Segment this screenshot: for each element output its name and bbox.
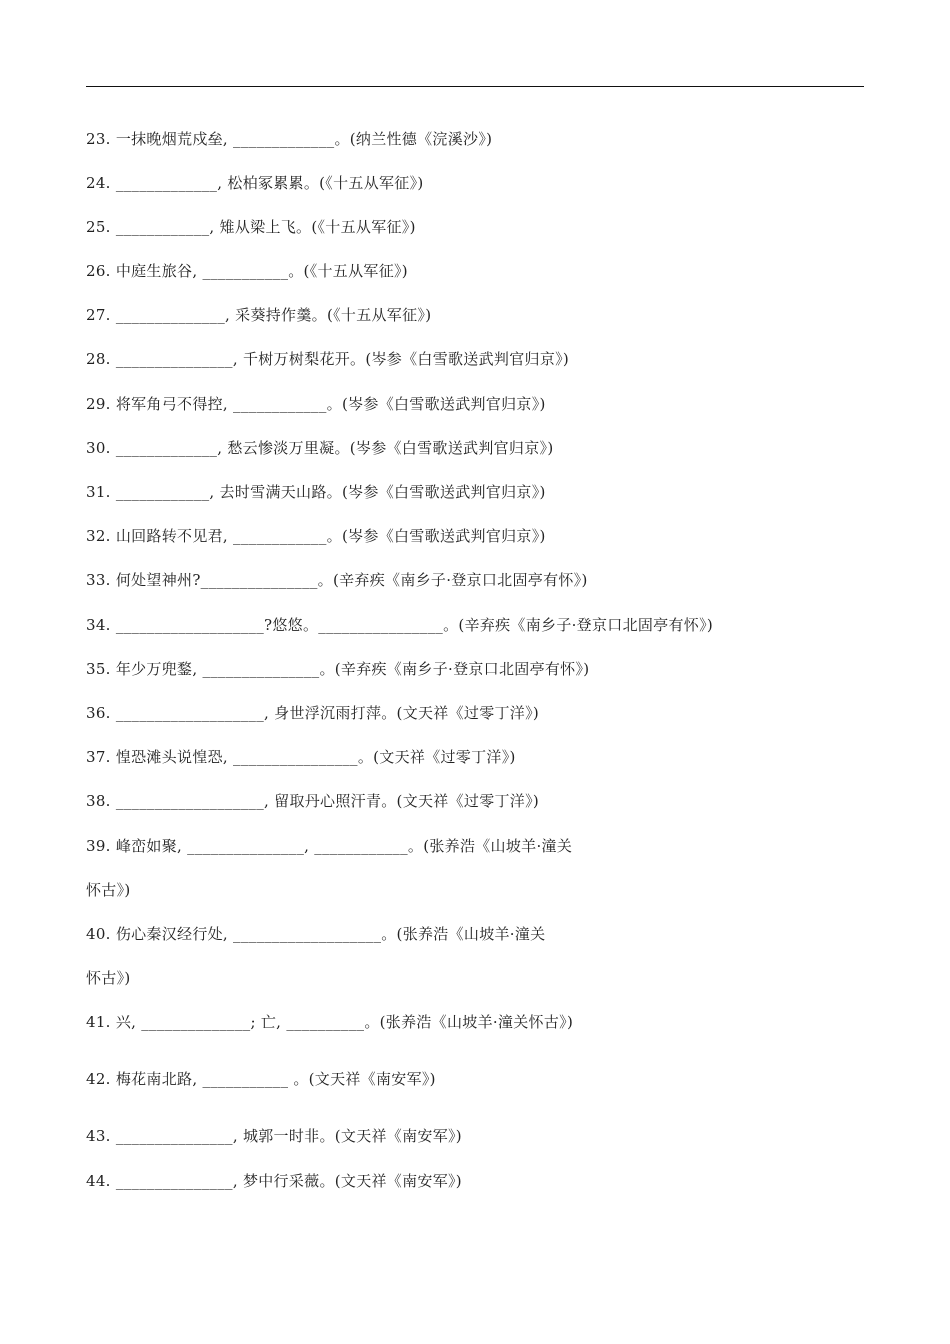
question-line-43: 43. _______________, 城郭一时非。(文天祥《南安军》) <box>86 1127 462 1145</box>
question-line-25: 25. ____________, 雉从梁上飞。(《十五从军征》) <box>86 218 416 236</box>
question-line-36: 36. ___________________, 身世浮沉雨打萍。(文天祥《过零丁洋》) <box>86 704 540 722</box>
question-line-30: 30. _____________, 愁云惨淡万里凝。(岑参《白雪歌送武判官归京》) <box>86 439 554 457</box>
question-line-40-cont: 怀古》) <box>86 969 131 987</box>
question-line-34: 34. ___________________?悠悠。________________。(辛弃疾《南乡子·登京口北固亭有怀》) <box>86 616 714 634</box>
question-line-27: 27. ______________, 采葵持作羹。(《十五从军征》) <box>86 306 432 324</box>
question-line-23: 23. 一抹晚烟荒戍垒, _____________。(纳兰性德《浣溪沙》) <box>86 130 493 148</box>
question-line-35: 35. 年少万兜鍪, _______________。(辛弃疾《南乡子·登京口北固亭有怀》) <box>86 660 590 678</box>
question-line-32: 32. 山回路转不见君, ____________。(岑参《白雪歌送武判官归京》) <box>86 527 546 545</box>
question-line-37: 37. 惶恐滩头说惶恐, ________________。(文天祥《过零丁洋》) <box>86 748 516 766</box>
question-line-40: 40. 伤心秦汉经行处, ___________________。(张养浩《山坡羊·潼关 <box>86 925 546 943</box>
question-line-31: 31. ____________, 去时雪满天山路。(岑参《白雪歌送武判官归京》) <box>86 483 546 501</box>
question-line-39-cont: 怀古》) <box>86 881 131 899</box>
question-line-42: 42. 梅花南北路, ___________ 。(文天祥《南安军》) <box>86 1070 436 1088</box>
header-rule <box>86 86 864 87</box>
question-line-33: 33. 何处望神州?_______________。(辛弃疾《南乡子·登京口北固亭有怀》) <box>86 571 588 589</box>
question-line-38: 38. ___________________, 留取丹心照汗青。(文天祥《过零丁洋》) <box>86 792 540 810</box>
question-line-28: 28. _______________, 千树万树梨花开。(岑参《白雪歌送武判官归京》) <box>86 350 570 368</box>
question-line-29: 29. 将军角弓不得控, ____________。(岑参《白雪歌送武判官归京》) <box>86 395 546 413</box>
question-line-39: 39. 峰峦如聚, _______________, ____________。(张养浩《山坡羊·潼关 <box>86 837 573 855</box>
question-line-26: 26. 中庭生旅谷, ___________。(《十五从军征》) <box>86 262 408 280</box>
question-line-44: 44. _______________, 梦中行采薇。(文天祥《南安军》) <box>86 1172 462 1190</box>
question-line-24: 24. _____________, 松柏冢累累。(《十五从军征》) <box>86 174 424 192</box>
question-line-41: 41. 兴, ______________; 亡, __________。(张养浩《山坡羊·潼关怀古》) <box>86 1013 574 1031</box>
